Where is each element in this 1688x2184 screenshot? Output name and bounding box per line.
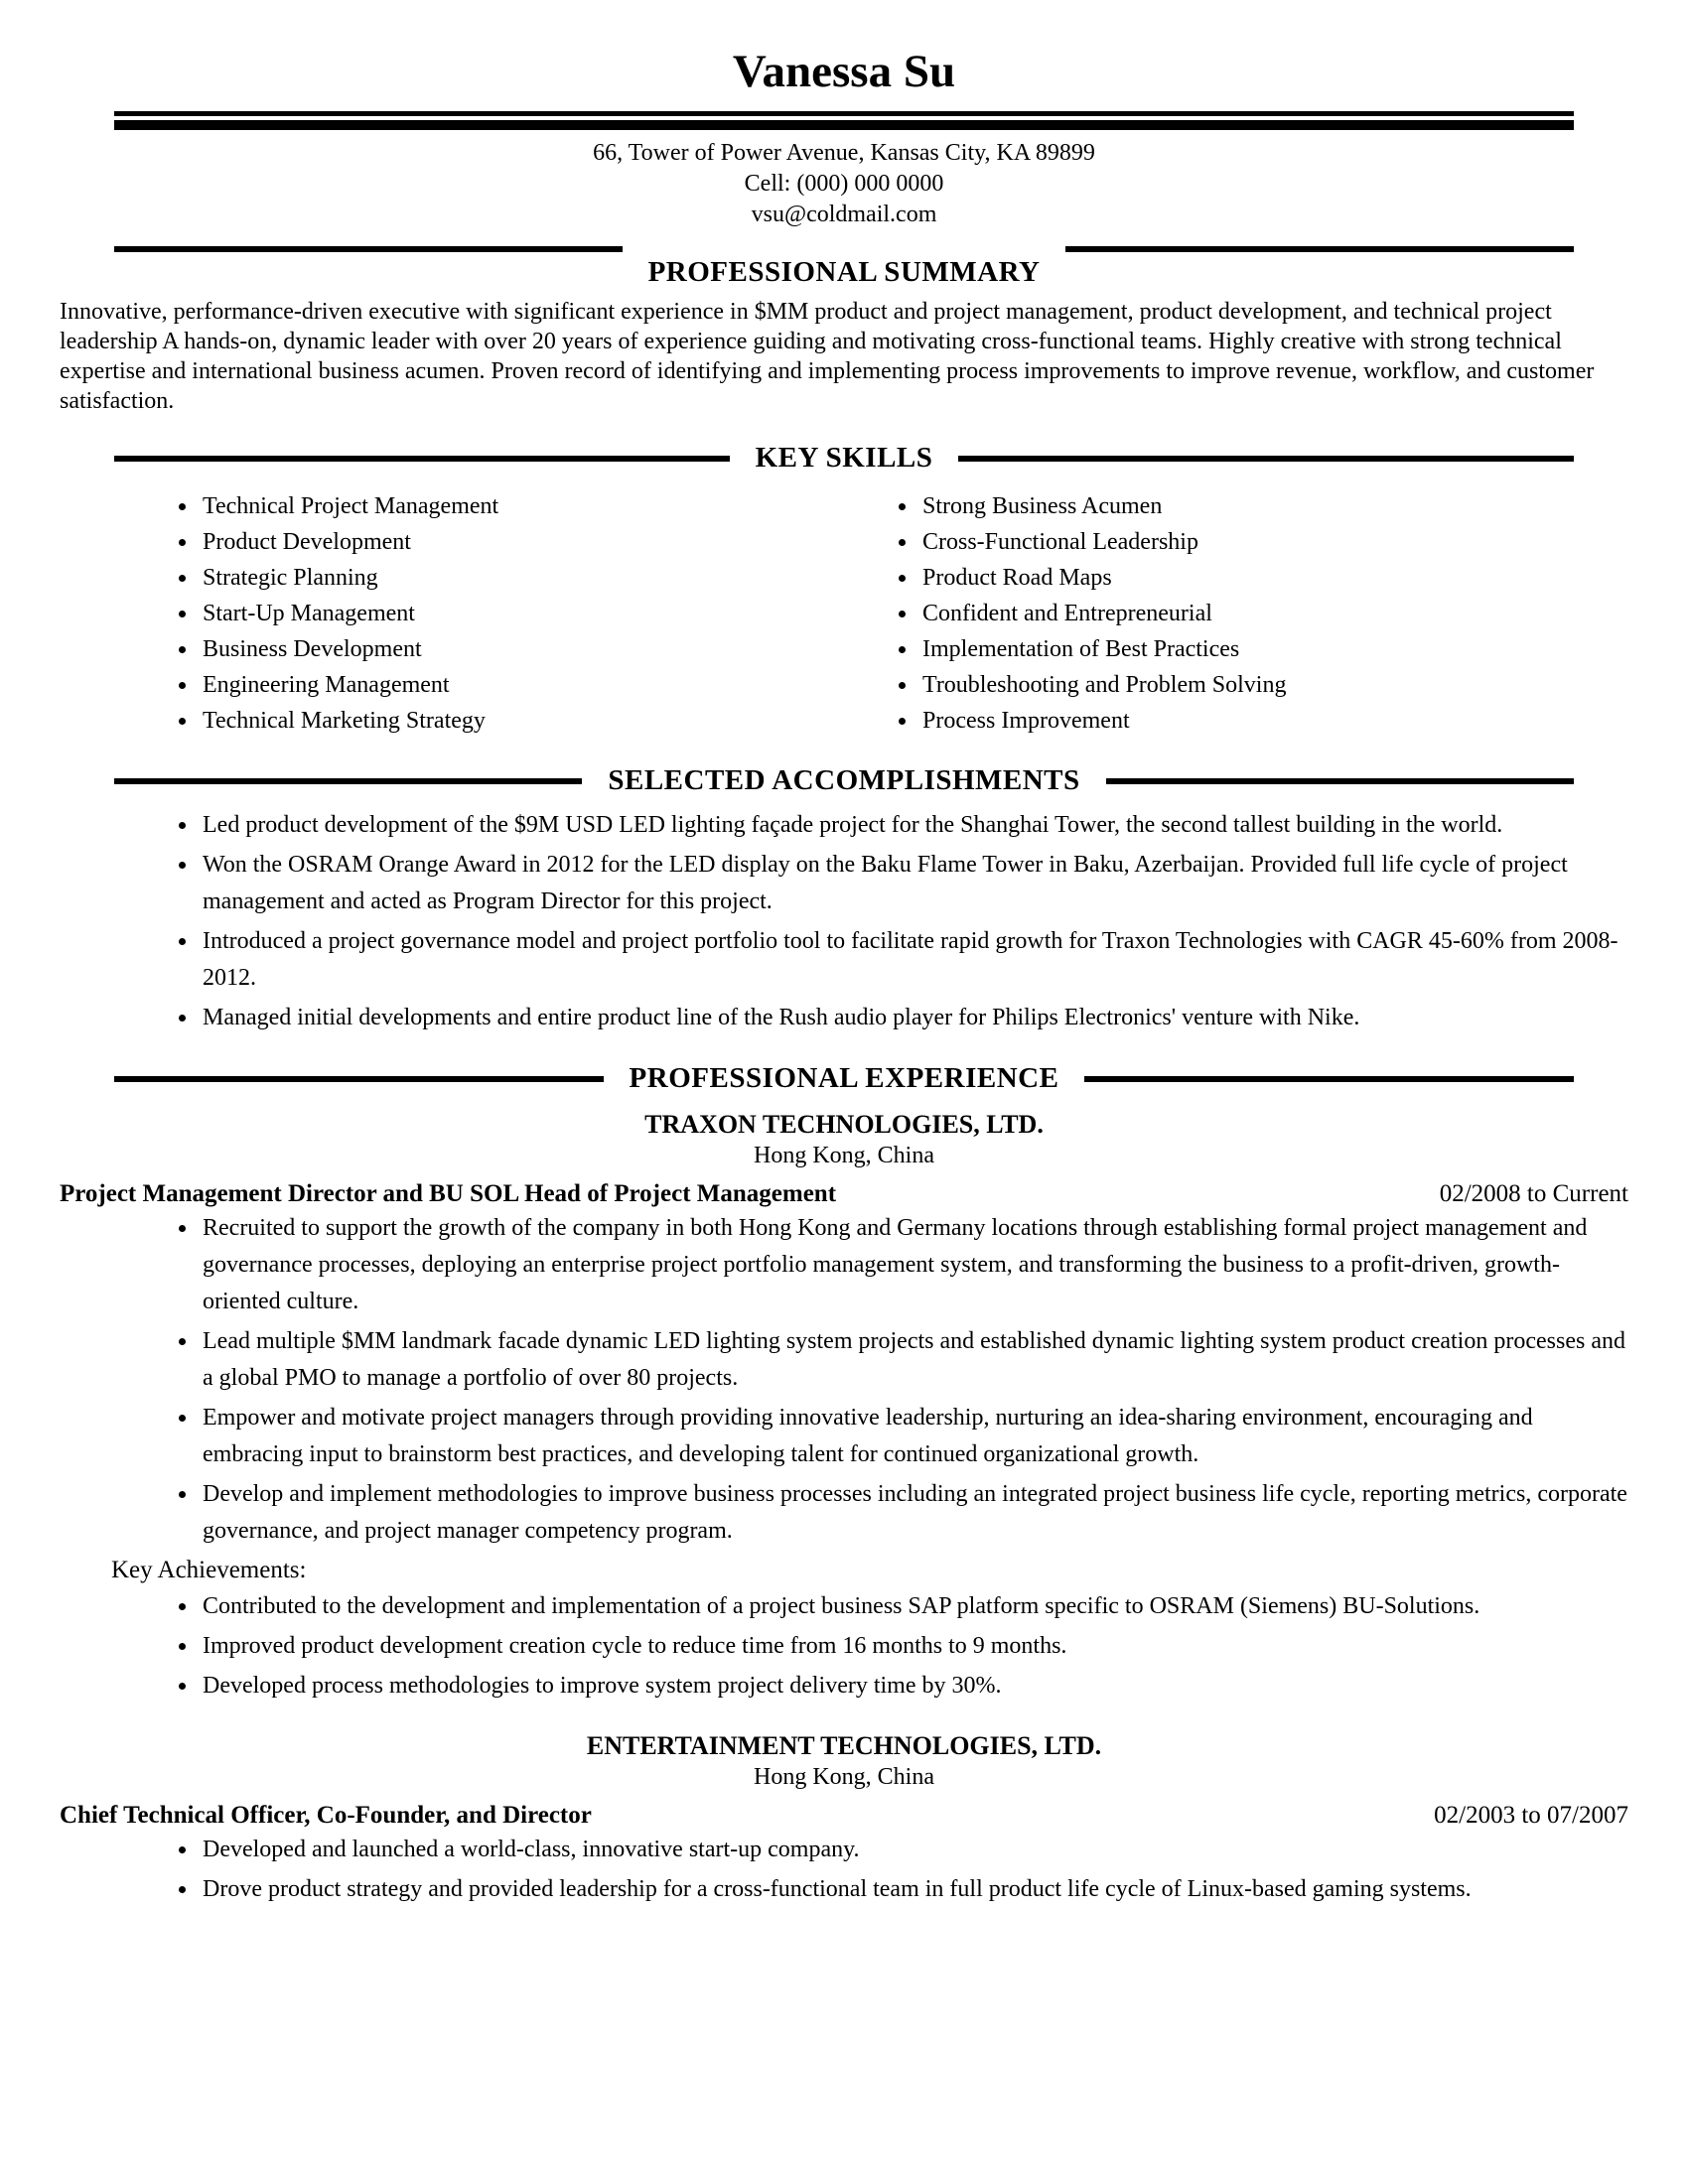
job-bullet: • Recruited to support the growth of the company in both Hong Kong and Germany locations through establishing formal project management and governance processes, deploying an enterprise project portfolio management system, and transforming the business to a profit-driven, growth-oriented culture. [199,1210,1628,1320]
section-heading-professional-experience [114,1062,1574,1095]
section-title-professional-summary: PROFESSIONAL SUMMARY [647,256,1041,289]
skill-item: • Implementation of Best Practices [918,631,1628,667]
name-divider-rule [114,111,1574,130]
skill-item: • Business Development [199,631,779,667]
section-heading-professional-summary [114,256,1574,289]
job-bullet: • Develop and implement methodologies to improve business processes including an integrated project business life cycle, reporting metrics, corporate governance, and project manager competency program. [199,1476,1628,1550]
contact-email: vsu@coldmail.com [751,202,937,228]
contact-phone: Cell: (000) 000 0000 [744,171,944,198]
job-bullet: • Empower and motivate project managers through providing innovative leadership, nurturing an idea-sharing environment, encouraging and embracing input to brainstorm best practices, and developing talent for continued organizational growth. [199,1400,1628,1473]
accomplishment-item: • Introduced a project governance model and project portfolio tool to facilitate rapid growth for Traxon Technologies with CAGR 45-60% from 2008-2012. [199,923,1628,997]
key-skills-left-list [60,488,779,739]
job-location: Hong Kong, China [754,1764,934,1791]
heading-rule-right [1106,778,1574,784]
summary-paragraph: Innovative, performance-driven executive with significant experience in $MM product and project management, product development, and technical project leadership A hands-on, dynamic leader with over 20 years of experience guiding and motivating cross-functional teams. Highly creative with strong technical expertise and international business acumen. Proven record of identifying and implementing process improvements to improve revenue, workflow, and customer satisfaction. [60,299,1595,415]
section-title-key-skills: KEY SKILLS [755,442,933,475]
accomplishment-item: • Managed initial developments and entire product line of the Rush audio player for Philips Electronics' venture with Nike. [199,1000,1628,1036]
skill-item: • Start-Up Management [199,596,779,631]
skill-item: • Technical Marketing Strategy [199,703,779,739]
skill-item: • Process Improvement [918,703,1628,739]
job-bullet: • Developed and launched a world-class, innovative start-up company. [199,1832,1628,1868]
job-title-row [60,1178,1628,1210]
job-title-row [60,1800,1628,1832]
job-company: TRAXON TECHNOLOGIES, LTD. [644,1110,1044,1140]
job-entry-entertainment [60,1730,1628,1908]
job-bullet-list [60,1832,1628,1908]
skill-item: • Confident and Entrepreneurial [918,596,1628,631]
skill-item: • Strong Business Acumen [918,488,1628,524]
contact-block [60,138,1628,230]
achievement-bullet: • Developed process methodologies to improve system project delivery time by 30%. [199,1668,1628,1705]
heading-rule-right [1084,1076,1574,1082]
contact-address: 66, Tower of Power Avenue, Kansas City, KA 89899 [593,140,1095,167]
skill-item: • Technical Project Management [199,488,779,524]
job-company: ENTERTAINMENT TECHNOLOGIES, LTD. [586,1731,1102,1761]
key-achievements-label: Key Achievements: [111,1557,307,1584]
accomplishment-item: • Won the OSRAM Orange Award in 2012 for the LED display on the Baku Flame Tower in Baku, Azerbaijan. Provided full life cycle of project management and acted as Program Director for this project. [199,847,1628,920]
section-title-professional-experience: PROFESSIONAL EXPERIENCE [629,1062,1059,1095]
job-bullet: • Lead multiple $MM landmark facade dynamic LED lighting system projects and established dynamic lighting system product creation processes and a global PMO to manage a portfolio of over 80 projects. [199,1323,1628,1397]
heading-rule-right [1065,246,1574,252]
job-title: Project Management Director and BU SOL Head of Project Management [60,1180,837,1208]
skill-item: • Product Development [199,524,779,560]
skill-item: • Cross-Functional Leadership [918,524,1628,560]
key-achievements-list [60,1588,1628,1705]
accomplishment-item: • Led product development of the $9M USD LED lighting façade project for the Shanghai Tower, the second tallest building in the world. [199,807,1628,844]
key-skills-right-list [779,488,1628,739]
job-title: Chief Technical Officer, Co-Founder, and Director [60,1802,592,1830]
section-heading-key-skills [114,442,1574,475]
skill-item: • Strategic Planning [199,560,779,596]
heading-rule-left [114,778,582,784]
job-bullet: • Drove product strategy and provided leadership for a cross-functional team in full product life cycle of Linux-based gaming systems. [199,1871,1628,1908]
heading-rule-left [114,456,730,462]
skill-item: • Engineering Management [199,667,779,703]
skill-item: • Product Road Maps [918,560,1628,596]
key-skills-columns [60,488,1628,739]
heading-rule-right [958,456,1574,462]
candidate-name: Vanessa Su [732,46,956,97]
achievement-bullet: • Improved product development creation cycle to reduce time from 16 months to 9 months. [199,1628,1628,1665]
heading-rule-left [114,246,623,252]
section-heading-selected-accomplishments [114,764,1574,797]
achievement-bullet: • Contributed to the development and implementation of a project business SAP platform specific to OSRAM (Siemens) BU-Solutions. [199,1588,1628,1625]
accomplishments-list [60,807,1628,1036]
skill-item: • Troubleshooting and Problem Solving [918,667,1628,703]
job-dates: 02/2008 to Current [1439,1180,1628,1208]
job-entry-traxon [60,1109,1628,1705]
job-bullet-list [60,1210,1628,1550]
job-location: Hong Kong, China [754,1143,934,1169]
heading-rule-left [114,1076,604,1082]
job-dates: 02/2003 to 07/2007 [1434,1802,1628,1830]
section-title-selected-accomplishments: SELECTED ACCOMPLISHMENTS [608,764,1080,797]
